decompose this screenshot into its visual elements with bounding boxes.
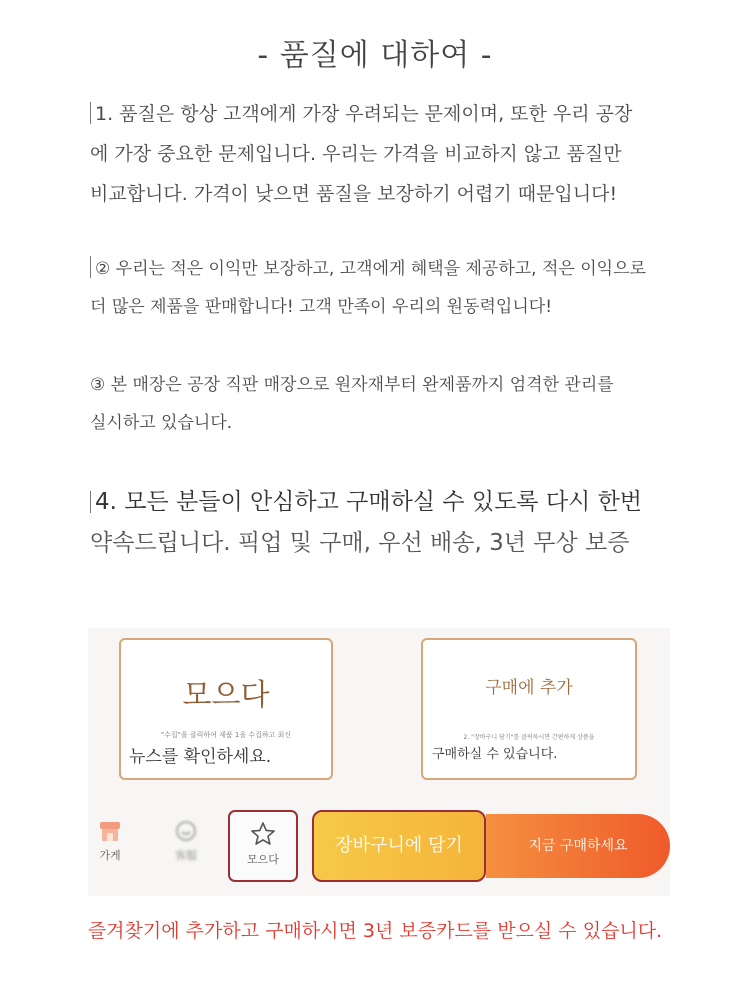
paragraph-line: 더 많은 제품을 판매합니다! 고객 만족이 우리의 원동력입니다! xyxy=(90,297,553,317)
warranty-notice: 즐겨찾기에 추가하고 구매하시면 3년 보증카드를 받으실 수 있습니다. xyxy=(87,920,663,942)
shopping-app-mockup xyxy=(88,628,670,896)
quality-paragraph-3 xyxy=(90,366,690,442)
collect-tab-label: 모으다 xyxy=(247,853,279,866)
paragraph-line: 4. 모든 분들이 안심하고 구매하실 수 있도록 다시 한번 xyxy=(90,482,690,523)
collect-tab[interactable] xyxy=(228,810,298,882)
add-to-cart-button[interactable]: 장바구니에 담기 xyxy=(312,810,486,882)
quality-paragraph-2 xyxy=(90,250,690,326)
cart-instruction-card xyxy=(421,638,637,780)
quality-paragraph-4 xyxy=(90,482,690,564)
quality-paragraph-1 xyxy=(90,94,690,214)
text-cursor xyxy=(90,102,91,124)
collect-card-hint: "수집"을 클릭하여 제품 1을 수집하고 최신 xyxy=(160,731,292,739)
page-title: - 품질에 대하여 - xyxy=(257,38,493,73)
collect-card-title: 모으다 xyxy=(182,678,270,713)
star-icon xyxy=(249,820,277,848)
collect-card-subtext: 뉴스를 확인하세요. xyxy=(129,747,272,767)
store-tab-label: 가게 xyxy=(99,849,121,862)
buy-now-button[interactable]: 지금 구매하세요 xyxy=(486,814,670,878)
paragraph-line: 에 가장 중요한 문제입니다. 우리는 가격을 비교하지 않고 품질만 xyxy=(90,143,622,165)
store-tab[interactable] xyxy=(90,818,130,863)
headset-icon xyxy=(173,818,199,844)
store-icon xyxy=(97,818,123,844)
paragraph-line: 약속드립니다. 픽업 및 구매, 우선 배송, 3년 무상 보증 xyxy=(90,530,630,556)
text-cursor xyxy=(90,491,91,513)
paragraph-line: ③ 본 매장은 공장 직판 매장으로 원자재부터 완제품까지 엄격한 관리를 xyxy=(90,375,614,395)
cart-card-hint: 2. "장바구니 담기"를 클릭하시면 간편하게 상품을 xyxy=(463,734,595,741)
cart-card-subtext: 구매하실 수 있습니다. xyxy=(432,747,558,762)
collect-instruction-card xyxy=(119,638,333,780)
text-cursor xyxy=(90,256,91,278)
paragraph-line: 비교합니다. 가격이 낮으면 품질을 보장하기 어렵기 때문입니다! xyxy=(90,183,618,205)
paragraph-line: 1. 품질은 항상 고객에게 가장 우려되는 문제이며, 또한 우리 공장 xyxy=(90,94,690,134)
customer-service-tab[interactable] xyxy=(164,818,208,863)
paragraph-line: 실시하고 있습니다. xyxy=(90,413,233,433)
customer-service-label: 客服 xyxy=(175,849,197,862)
cart-card-title: 구매에 추가 xyxy=(485,678,573,698)
paragraph-line: ② 우리는 적은 이익만 보장하고, 고객에게 혜택을 제공하고, 적은 이익으로 xyxy=(90,250,690,288)
